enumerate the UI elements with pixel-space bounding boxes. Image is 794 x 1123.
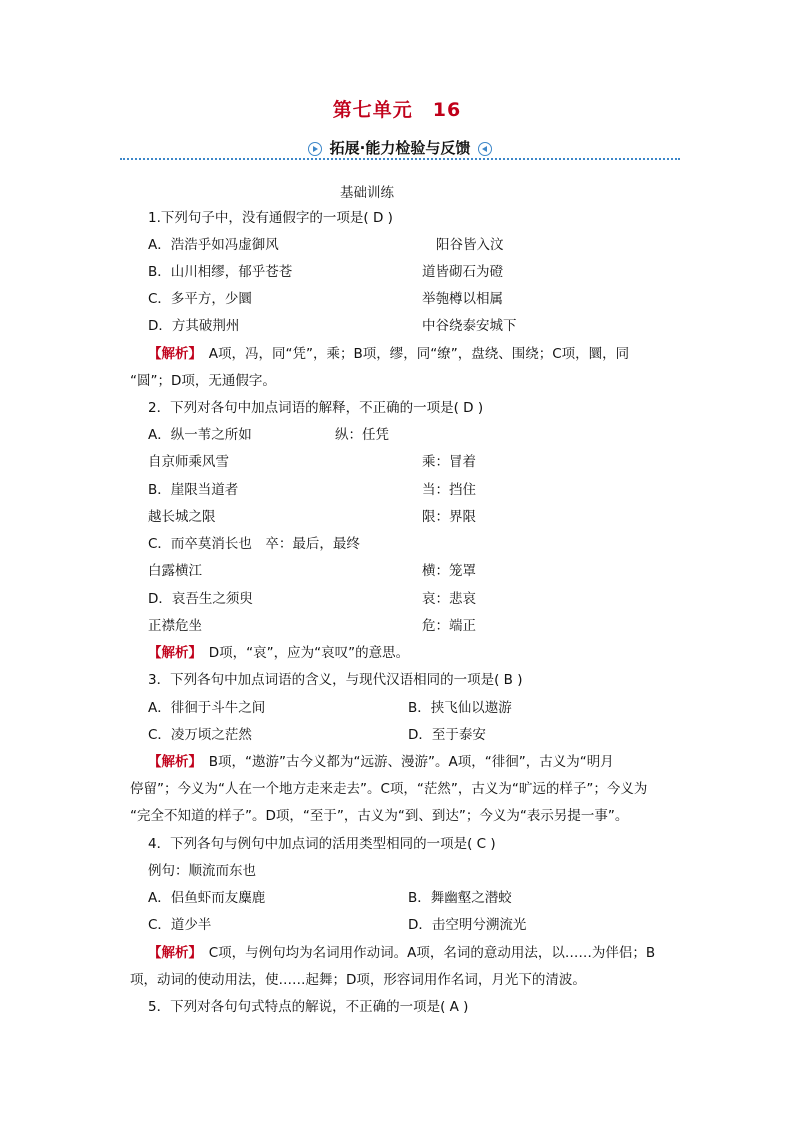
section-heading: 基础训练 bbox=[340, 185, 394, 201]
arrow-right-icon bbox=[308, 142, 322, 156]
page-title: 第七单元 16 bbox=[332, 99, 462, 121]
q2-option-b-expl: 当：挡住 bbox=[422, 482, 476, 498]
q1-analysis-text: A项，冯，同“凭”，乘；B项，缪，同“缭”，盘绕、围绕；C项，圜，同 bbox=[208, 346, 630, 362]
q2-option-d-expl: 哀：悲哀 bbox=[422, 591, 476, 607]
q2-option-a-2-expl: 乘：冒着 bbox=[422, 454, 476, 470]
q1-option-b-2: 道皆砌石为磴 bbox=[422, 264, 503, 280]
analysis-tag: 【解析】 bbox=[148, 346, 196, 362]
q4-analysis-text: C项，与例句均为名词用作动词。A项，名词的意动用法，以……为伴侣；B bbox=[208, 945, 656, 961]
q1-option-c: C．多平方，少圜 bbox=[148, 291, 252, 307]
q2-option-a-expl: 纵：任凭 bbox=[335, 427, 389, 443]
q2-option-b-2-expl: 限：界限 bbox=[422, 509, 476, 525]
q4-analysis-cont: 项，动词的使动用法，使……起舞；D项，形容词用作名词，月光下的清波。 bbox=[130, 972, 586, 988]
q2-option-b-2: 越长城之限 bbox=[148, 509, 216, 525]
q2-option-c: C．而卒莫消长也 卒：最后，最终 bbox=[148, 536, 360, 552]
q1-option-d-2: 中谷绕泰安城下 bbox=[422, 318, 517, 334]
q4-option-a: A．侣鱼虾而友麋鹿 bbox=[148, 890, 266, 906]
q1-option-a-2: 阳谷皆入汶 bbox=[436, 237, 504, 253]
banner-label: 拓展·能力检验与反馈 bbox=[329, 139, 471, 157]
q3-option-a: A．徘徊于斗牛之间 bbox=[148, 700, 266, 716]
q3-analysis-cont-2: “完全不知道的样子”。D项，“至于”，古义为“到、到达”；今义为“表示另提一事”。 bbox=[130, 808, 629, 824]
question-1-stem: 1.下列句子中，没有通假字的一项是( D ) bbox=[148, 210, 393, 226]
q4-example: 例句：顺流而东也 bbox=[148, 863, 256, 879]
q2-analysis bbox=[148, 643, 409, 663]
q3-analysis-text: B项，“遨游”古今义都为“远游、漫游”。A项，“徘徊”，古义为“明月 bbox=[208, 754, 614, 770]
q4-option-b: B．舞幽壑之潜蛟 bbox=[408, 890, 512, 906]
q2-option-d: D．哀吾生之须臾 bbox=[148, 591, 253, 607]
q4-analysis bbox=[148, 943, 655, 963]
q2-option-b: B．崖限当道者 bbox=[148, 482, 239, 498]
q1-option-b: B．山川相缪，郁乎苍苍 bbox=[148, 264, 293, 280]
question-5-stem: 5．下列对各句句式特点的解说，不正确的一项是( A ) bbox=[148, 999, 469, 1015]
analysis-tag: 【解析】 bbox=[148, 645, 196, 661]
q4-option-d: D．击空明兮溯流光 bbox=[408, 917, 527, 933]
q2-option-d-2: 正襟危坐 bbox=[148, 618, 202, 634]
q2-option-d-2-expl: 危：端正 bbox=[422, 618, 476, 634]
section-banner bbox=[120, 137, 680, 165]
q4-option-c: C．道少半 bbox=[148, 917, 212, 933]
q1-option-d: D．方其破荆州 bbox=[148, 318, 240, 334]
arrow-left-icon bbox=[478, 142, 492, 156]
dotted-divider bbox=[120, 158, 680, 160]
question-2-stem: 2．下列对各句中加点词语的解释，不正确的一项是( D ) bbox=[148, 400, 484, 416]
q1-analysis-cont: “圆”；D项，无通假字。 bbox=[130, 373, 276, 389]
q2-option-c-2-expl: 横：笼罩 bbox=[422, 563, 476, 579]
q3-option-b: B．挟飞仙以遨游 bbox=[408, 700, 512, 716]
q3-analysis-cont-1: 停留”；今义为“人在一个地方走来走去”。C项，“茫然”，古义为“旷远的样子”；今义为 bbox=[130, 781, 648, 797]
analysis-tag: 【解析】 bbox=[148, 754, 196, 770]
q3-option-c: C．凌万顷之茫然 bbox=[148, 727, 252, 743]
question-3-stem: 3．下列各句中加点词语的含义，与现代汉语相同的一项是( B ) bbox=[148, 672, 523, 688]
q3-analysis bbox=[148, 752, 614, 772]
q1-analysis bbox=[148, 344, 629, 364]
q2-option-c-2: 白露横江 bbox=[148, 563, 202, 579]
q3-option-d: D．至于泰安 bbox=[408, 727, 486, 743]
analysis-tag: 【解析】 bbox=[148, 945, 196, 961]
question-4-stem: 4．下列各句与例句中加点词的活用类型相同的一项是( C ) bbox=[148, 836, 496, 852]
q1-option-c-2: 举匏樽以相属 bbox=[422, 291, 503, 307]
q2-option-a-2: 自京师乘风雪 bbox=[148, 454, 229, 470]
q2-option-a: A．纵一苇之所如 bbox=[148, 427, 252, 443]
q2-analysis-text: D项，“哀”，应为“哀叹”的意思。 bbox=[208, 645, 410, 661]
q1-option-a: A．浩浩乎如冯虚御风 bbox=[148, 237, 279, 253]
